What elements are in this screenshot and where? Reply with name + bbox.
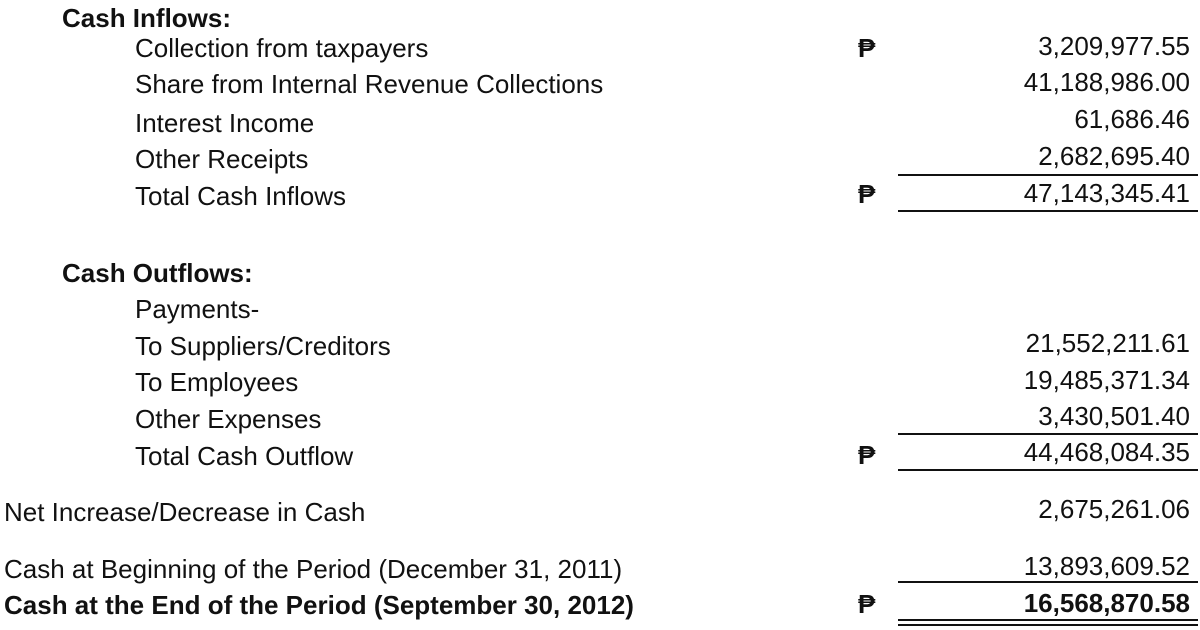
total-outflow-amount: 44,468,084.35 (1023, 437, 1190, 467)
outflow-label-employees: To Employees (135, 367, 299, 397)
inflow-label-collection: Collection from taxpayers (135, 33, 429, 63)
total-inflows-amount: 47,143,345.41 (1023, 178, 1190, 208)
peso-sign: ₱ (858, 589, 876, 619)
beginning-cash-rule (898, 581, 1198, 583)
total-outflow-label: Total Cash Outflow (135, 441, 354, 471)
outflows-subtotal-rule (898, 433, 1198, 435)
inflow-amount-collection: 3,209,977.55 (1038, 31, 1190, 61)
ending-cash-label: Cash at the End of the Period (September 30, 2012) (4, 590, 634, 620)
outflow-amount-other-expenses: 3,430,501.40 (1038, 401, 1190, 431)
outflow-label-other-expenses: Other Expenses (135, 404, 322, 434)
ending-cash-double-rule-bottom (898, 624, 1198, 626)
inflow-amount-interest: 61,686.46 (1074, 104, 1190, 134)
ending-cash-amount: 16,568,870.58 (1023, 588, 1190, 618)
outflow-amount-employees: 19,485,371.34 (1023, 365, 1190, 395)
inflows-total-rule (898, 210, 1198, 212)
outflows-total-rule (898, 469, 1198, 471)
peso-sign: ₱ (858, 33, 876, 63)
total-inflows-label: Total Cash Inflows (135, 181, 346, 211)
net-change-amount: 2,675,261.06 (1038, 494, 1190, 524)
peso-sign: ₱ (858, 440, 876, 470)
inflow-amount-irc-share: 41,188,986.00 (1023, 67, 1190, 97)
peso-sign: ₱ (858, 179, 876, 209)
cash-outflows-heading: Cash Outflows: (62, 258, 253, 288)
inflows-subtotal-rule (898, 174, 1198, 176)
inflow-label-interest: Interest Income (135, 108, 315, 138)
payments-label: Payments- (135, 294, 260, 324)
ending-cash-double-rule-top (898, 619, 1198, 621)
outflow-label-suppliers: To Suppliers/Creditors (135, 331, 391, 361)
net-change-label: Net Increase/Decrease in Cash (4, 497, 366, 527)
inflow-label-irc-share: Share from Internal Revenue Collections (135, 69, 604, 99)
cash-inflows-heading: Cash Inflows: (62, 3, 232, 33)
inflow-amount-other: 2,682,695.40 (1038, 141, 1190, 171)
beginning-cash-amount: 13,893,609.52 (1023, 551, 1190, 581)
beginning-cash-label: Cash at Beginning of the Period (December 31, 2011) (4, 554, 623, 584)
outflow-amount-suppliers: 21,552,211.61 (1025, 328, 1190, 358)
inflow-label-other: Other Receipts (135, 144, 309, 174)
